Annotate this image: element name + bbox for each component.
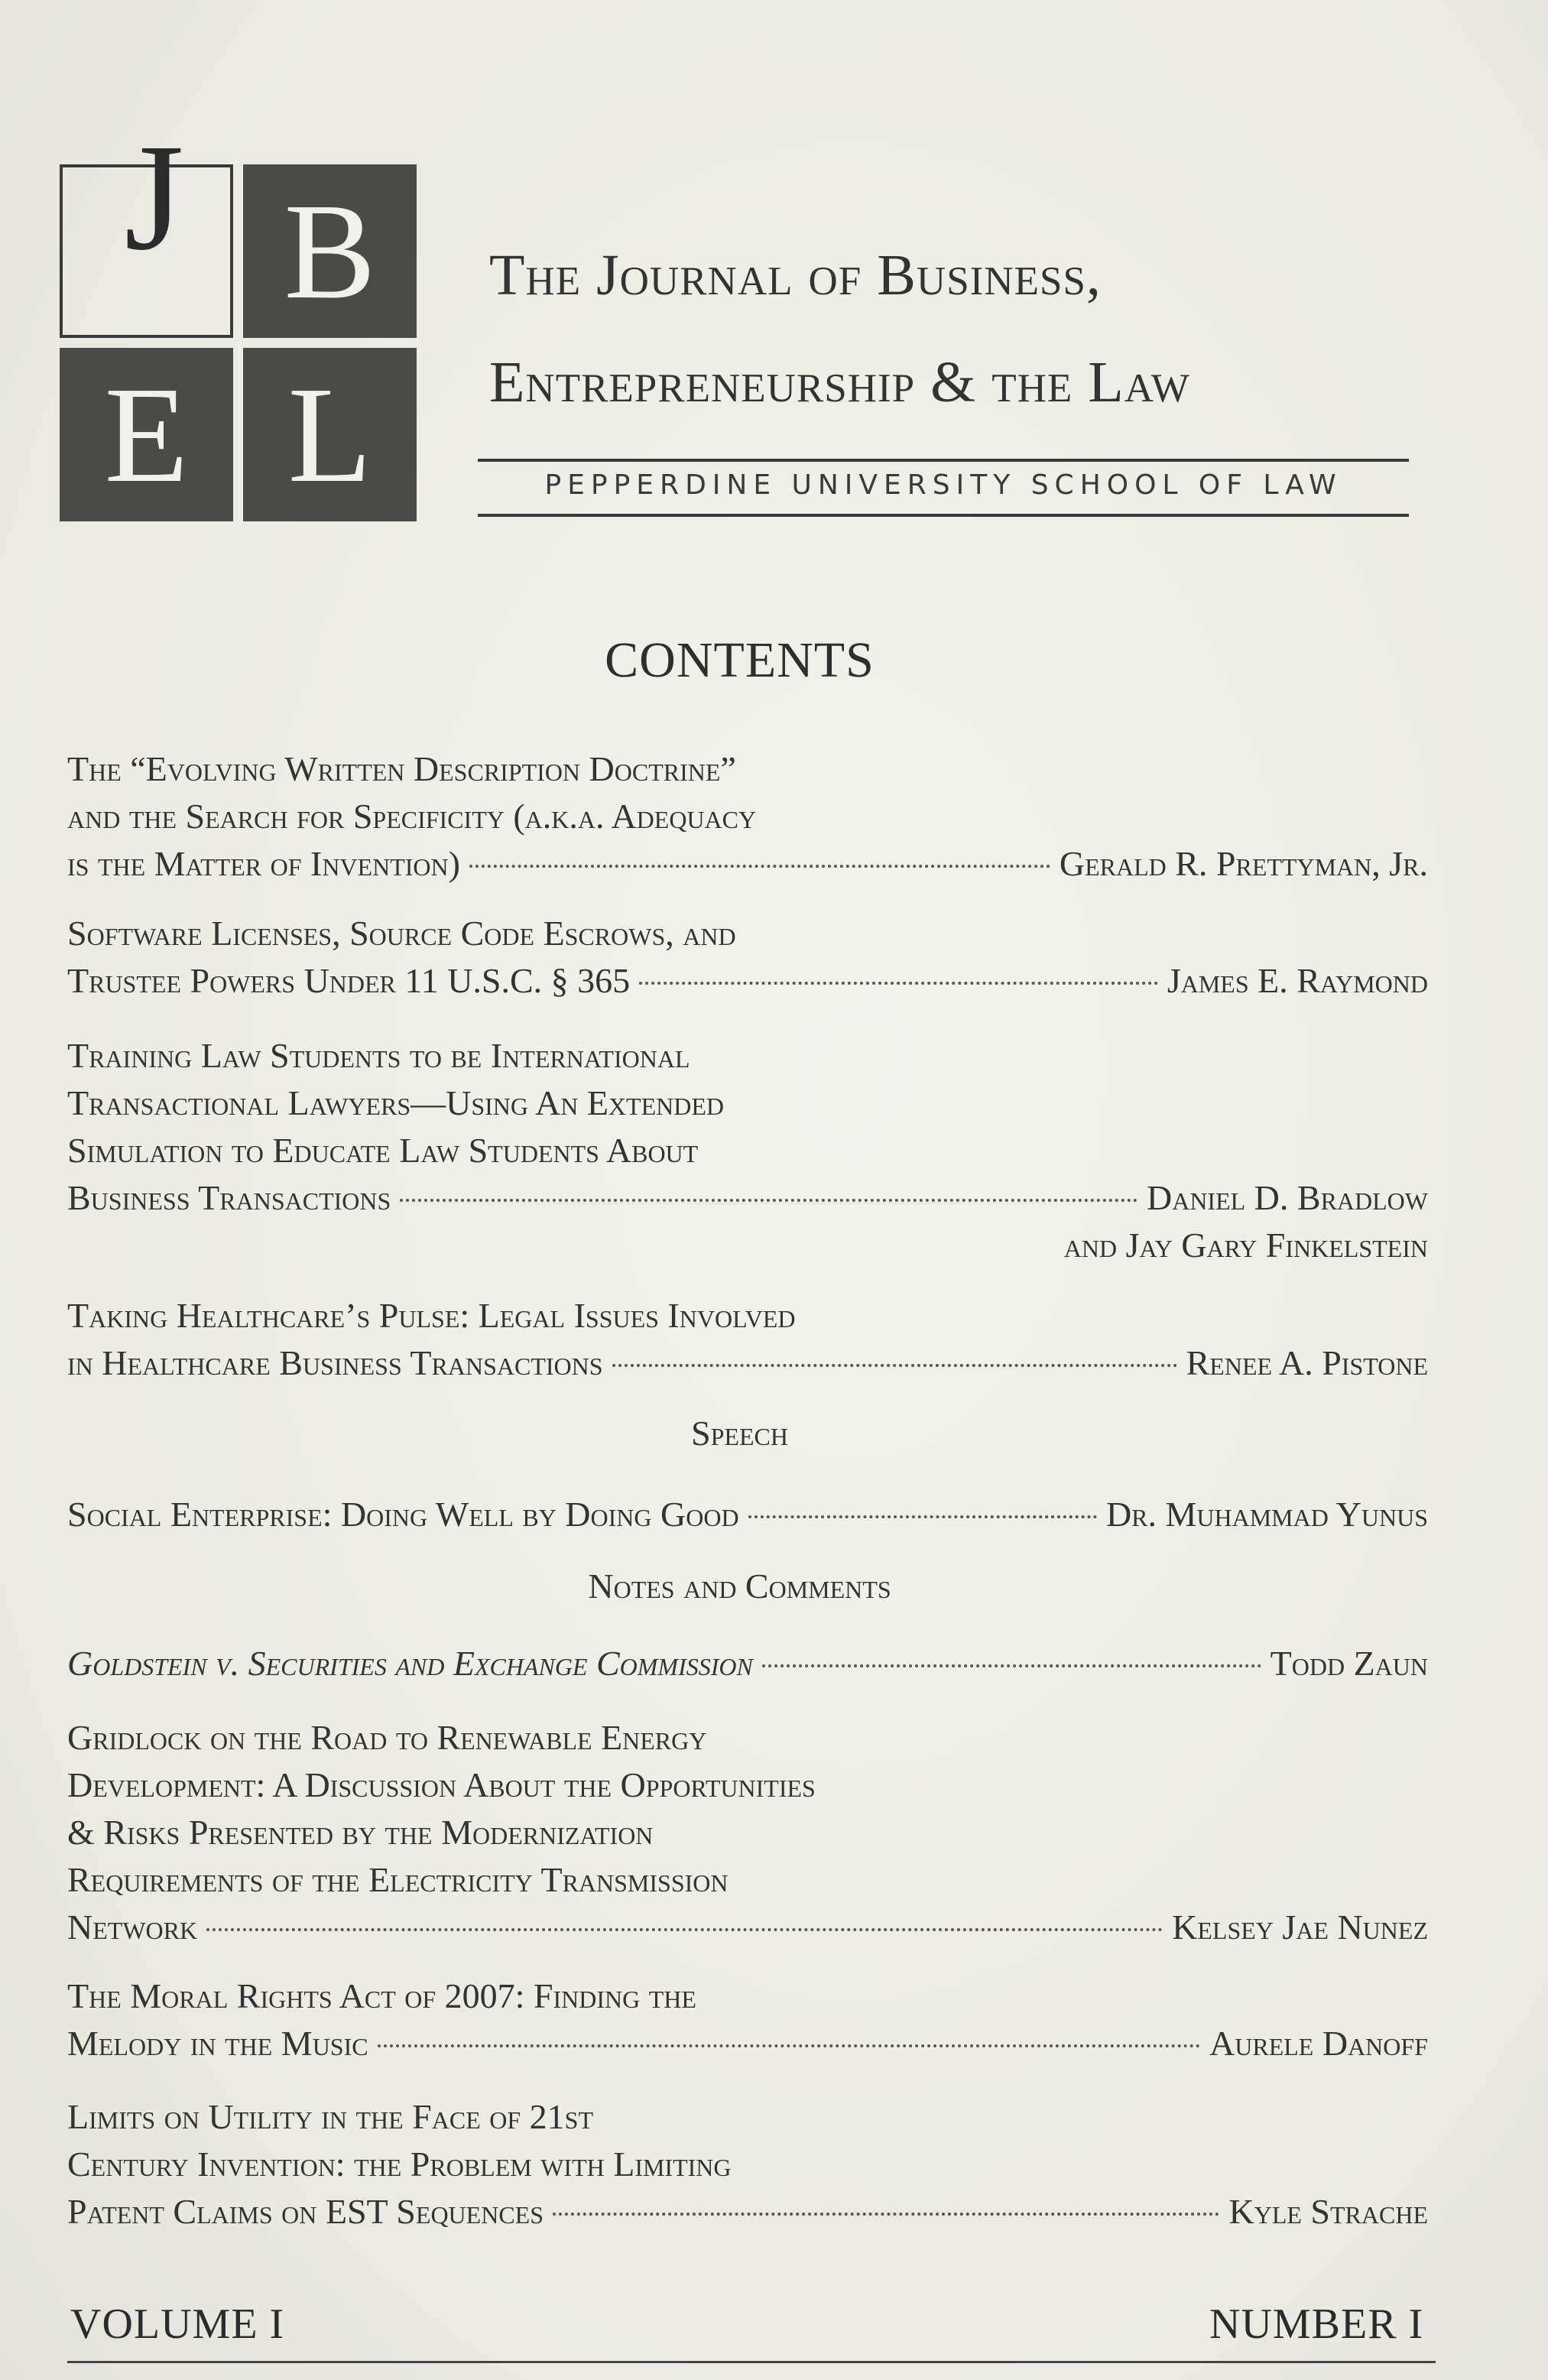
toc-title-line: Training Law Students to be International	[67, 1036, 690, 1075]
journal-title	[489, 222, 1437, 436]
toc-entry-1	[67, 910, 1428, 1005]
toc-entry-2	[67, 1032, 1428, 1269]
contents-heading: CONTENTS	[605, 632, 875, 688]
notes-heading: Notes and Comments	[588, 1567, 891, 1606]
toc-author: Gerald R. Prettyman, Jr.	[1059, 844, 1428, 883]
dot-leader	[206, 1928, 1163, 1931]
volume-label: VOLUME I	[70, 2300, 285, 2348]
toc-title-line: Patent Claims on EST Sequences	[67, 2192, 544, 2231]
toc-title-line: Simulation to Educate Law Students About	[67, 1131, 699, 1170]
toc-title-line: Trustee Powers Under 11 U.S.C. § 365	[67, 961, 631, 1000]
dot-leader	[469, 865, 1050, 868]
number-label: NUMBER I	[1209, 2300, 1424, 2348]
logo-letter-b: B	[243, 164, 417, 338]
toc-title-line: Social Enterprise: Doing Well by Doing Good	[67, 1495, 739, 1534]
toc-title-line: & Risks Presented by the Modernization	[67, 1813, 654, 1852]
toc-author: Dr. Muhammad Yunus	[1105, 1495, 1428, 1534]
toc-note-3	[67, 2093, 1428, 2236]
speech-entry	[67, 1491, 1428, 1538]
toc-title-line: Development: A Discussion About the Opportunities	[67, 1765, 816, 1804]
toc-title-line: Business Transactions	[67, 1178, 391, 1217]
dot-leader	[748, 1515, 1097, 1518]
dot-leader	[639, 982, 1158, 985]
toc-title-line: is the Matter of Invention)	[67, 844, 460, 883]
dot-leader	[378, 2044, 1200, 2047]
school-name: PEPPERDINE UNIVERSITY SCHOOL OF LAW	[544, 469, 1342, 501]
dot-leader	[553, 2213, 1219, 2216]
footer-rule	[67, 2361, 1436, 2363]
toc-note-0	[67, 1640, 1428, 1687]
speech-heading: Speech	[691, 1414, 788, 1453]
toc-title-line: The “Evolving Written Description Doctrine”	[67, 749, 736, 788]
toc-author: Todd Zaun	[1270, 1644, 1428, 1683]
toc-author: Kelsey Jae Nunez	[1172, 1908, 1428, 1947]
toc-title-line: Taking Healthcare’s Pulse: Legal Issues Involved	[67, 1296, 796, 1335]
toc-title-line: in Healthcare Business Transactions	[67, 1343, 603, 1382]
toc-title-line: and the Search for Specificity (a.k.a. Adequacy	[67, 797, 757, 836]
toc-title-line: Transactional Lawyers—Using An Extended	[67, 1083, 724, 1122]
toc-entry-3	[67, 1292, 1428, 1387]
toc-title-line: Gridlock on the Road to Renewable Energy	[67, 1718, 707, 1757]
journal-title-line2: Entrepreneurship & the Law	[489, 350, 1190, 414]
toc-coauthor: and Jay Gary Finkelstein	[1063, 1226, 1428, 1265]
toc-author: Renee A. Pistone	[1186, 1343, 1428, 1382]
logo-letter-l: L	[243, 348, 417, 521]
logo-letter-e: E	[60, 348, 233, 521]
toc-note-2	[67, 1973, 1428, 2067]
toc-entry-0	[67, 745, 1428, 888]
toc-author: Daniel D. Bradlow	[1146, 1178, 1428, 1217]
toc-note-1	[67, 1714, 1428, 1951]
toc-title-line: Century Invention: the Problem with Limiting	[67, 2145, 732, 2184]
jbel-logo	[60, 112, 419, 524]
toc-author: Kyle Strache	[1228, 2192, 1428, 2231]
toc-title-line: Goldstein v. Securities and Exchange Commission	[67, 1644, 753, 1683]
toc-author: Aurele Danoff	[1209, 2024, 1428, 2063]
toc-title-line: Requirements of the Electricity Transmission	[67, 1860, 729, 1899]
toc-title-line: Limits on Utility in the Face of 21st	[67, 2097, 594, 2136]
toc-title-line: Network	[67, 1908, 198, 1947]
toc-title-line: Software Licenses, Source Code Escrows, and	[67, 914, 736, 953]
journal-title-line1: The Journal of Business,	[489, 243, 1102, 307]
toc-title-line: The Moral Rights Act of 2007: Finding the	[67, 1976, 696, 2015]
dot-leader	[762, 1664, 1261, 1667]
logo-letter-j: J	[60, 164, 233, 338]
toc-author: James E. Raymond	[1167, 961, 1428, 1000]
dot-leader	[400, 1199, 1137, 1202]
header-rule-bottom	[478, 514, 1409, 517]
dot-leader	[612, 1364, 1177, 1367]
header-rule-top	[478, 459, 1409, 462]
toc-title-line: Melody in the Music	[67, 2024, 368, 2063]
